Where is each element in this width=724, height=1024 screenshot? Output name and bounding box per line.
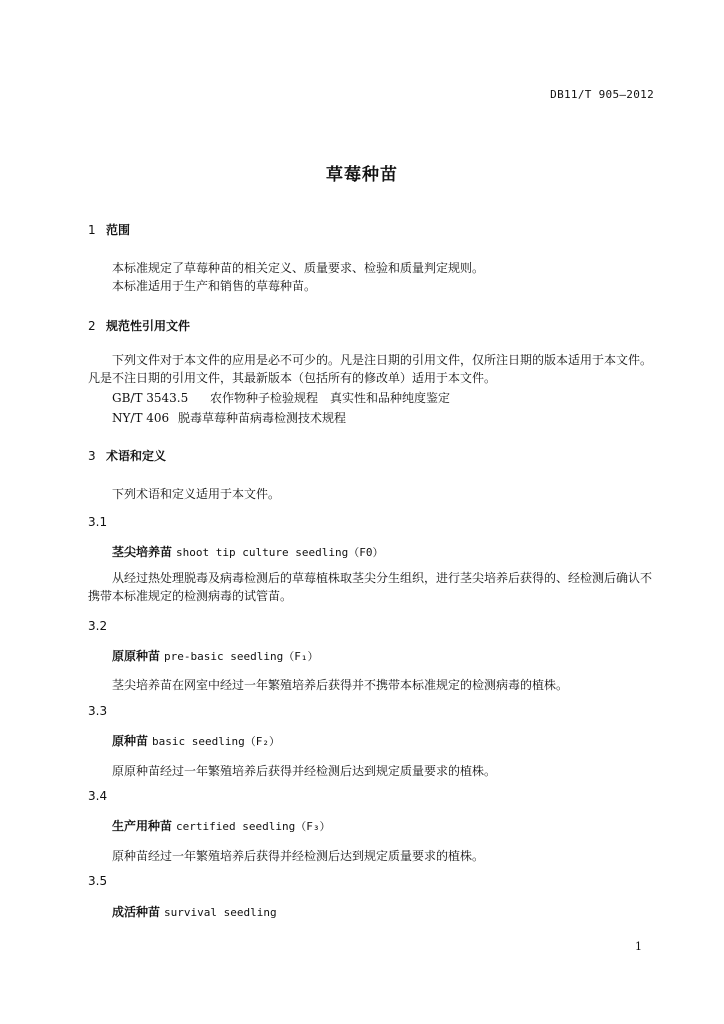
section-number: 2 (88, 319, 96, 333)
reference-item (112, 389, 450, 406)
term-number: 3.5 (88, 874, 108, 888)
term-heading (112, 732, 280, 749)
term-number: 3.3 (88, 704, 108, 718)
term-number: 3.2 (88, 619, 108, 633)
scope-paragraph-1: 本标准规定了草莓种苗的相关定义、质量要求、检验和质量判定规则。 (112, 261, 485, 275)
term-chinese: 原原种苗 (112, 649, 161, 663)
section-2-heading (88, 317, 190, 334)
reference-item (112, 409, 346, 426)
term-chinese: 成活种苗 (112, 905, 161, 919)
page-title: 草莓种苗 (326, 165, 398, 185)
term-english: shoot tip culture seedling（F0） (176, 546, 384, 559)
section-number: 3 (88, 449, 96, 463)
term-number: 3.1 (88, 515, 108, 529)
scope-paragraph-2: 本标准适用于生产和销售的草莓种苗。 (112, 279, 317, 293)
reference-code: GB/T 3543.5 (112, 391, 189, 405)
standard-code: DB11/T 905—2012 (550, 88, 654, 101)
term-definition: 从经过热处理脱毒及病毒检测后的草莓植株取茎尖分生组织，进行茎尖培养后获得的、经检测后确认不携带本标准规定的检测病毒的试管苗。 (88, 571, 653, 603)
term-chinese: 茎尖培养苗 (112, 545, 173, 559)
term-number: 3.4 (88, 789, 108, 803)
term-english: certified seedling（F₃） (176, 820, 331, 833)
term-chinese: 原种苗 (112, 734, 149, 748)
terms-intro: 下列术语和定义适用于本文件。 (112, 487, 281, 501)
reference-code: NY/T 406 (112, 411, 170, 425)
term-english: basic seedling（F₂） (152, 735, 280, 748)
section-1-heading (88, 221, 130, 238)
term-chinese: 生产用种苗 (112, 819, 173, 833)
section-title: 范围 (106, 223, 131, 237)
section-title: 规范性引用文件 (106, 319, 191, 333)
references-intro: 下列文件对于本文件的应用是必不可少的。凡是注日期的引用文件，仅所注日期的版本适用于本文件。凡是不注日期的引用文件，其最新版本（包括所有的修改单）适用于本文件。 (88, 353, 653, 385)
reference-title: 农作物种子检验规程 真实性和品种纯度鉴定 (210, 391, 451, 405)
term-heading (112, 543, 383, 560)
term-definition: 原原种苗经过一年繁殖培养后获得并经检测后达到规定质量要求的植株。 (112, 764, 497, 778)
reference-title: 脱毒草莓种苗病毒检测技术规程 (178, 411, 347, 425)
term-heading (112, 817, 330, 834)
page-number: 1 (635, 940, 642, 953)
term-definition: 茎尖培养苗在网室中经过一年繁殖培养后获得并不携带本标准规定的检测病毒的植株。 (112, 678, 569, 692)
section-title: 术语和定义 (106, 449, 167, 463)
term-heading (112, 903, 277, 920)
term-english: survival seedling (164, 906, 277, 919)
term-definition: 原种苗经过一年繁殖培养后获得并经检测后达到规定质量要求的植株。 (112, 849, 485, 863)
term-english: pre-basic seedling（F₁） (164, 650, 319, 663)
section-number: 1 (88, 223, 96, 237)
section-3-heading (88, 447, 166, 464)
term-heading (112, 647, 318, 664)
